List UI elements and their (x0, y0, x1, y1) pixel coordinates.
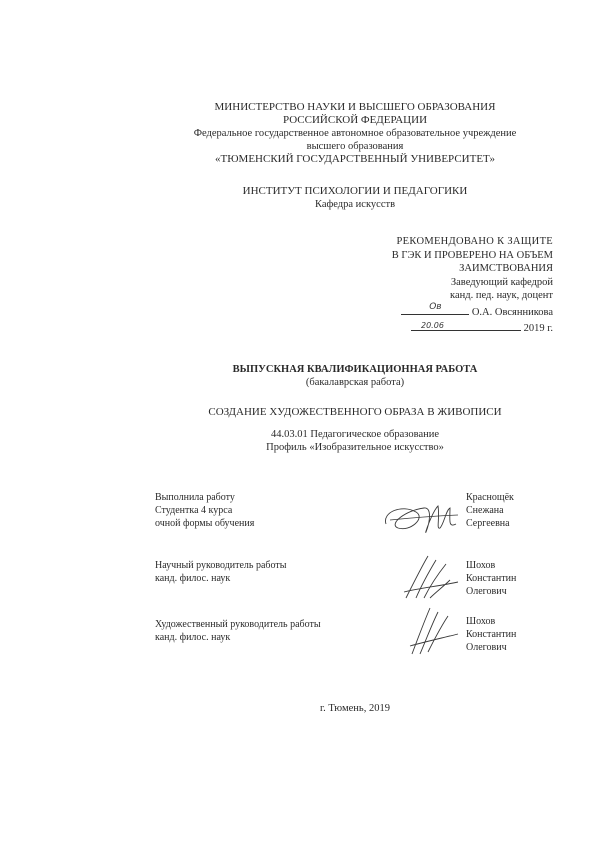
university-name: «ТЮМЕНСКИЙ ГОСУДАРСТВЕННЫЙ УНИВЕРСИТЕТ» (215, 153, 495, 165)
head-handwritten-sign: Ов (429, 301, 442, 312)
approval-date-line (360, 319, 553, 336)
handwritten-date: 20.06 (421, 321, 444, 330)
head-signature-underline (401, 303, 469, 315)
work-theme: СОЗДАНИЕ ХУДОЖЕСТВЕННОГО ОБРАЗА В ЖИВОПИСИ (208, 406, 502, 418)
ministry-line-2: РОССИЙСКОЙ ФЕДЕРАЦИИ (282, 114, 428, 126)
supervisor-name (466, 559, 516, 598)
approval-line-1: РЕКОМЕНДОВАНО К ЗАЩИТЕ (396, 236, 553, 247)
supervisor-role (155, 559, 286, 585)
supervisor-signature (400, 552, 462, 604)
approval-block (360, 235, 553, 336)
student-name (466, 491, 514, 530)
approval-line-2: В ГЭК И ПРОВЕРЕНО НА ОБЪЕМ (391, 249, 553, 261)
art-supervisor-role (155, 618, 321, 644)
art-supervisor-first-name: Константин (466, 629, 517, 640)
city-year: г. Тюмень, 2019 (320, 703, 390, 714)
supervisor-role-line-2: канд. филос. наук (155, 573, 231, 584)
institution-line-1: Федеральное государственное автономное образовательное учреждение (193, 128, 517, 139)
student-patronymic: Сергеевна (466, 518, 510, 529)
art-supervisor-name (466, 615, 516, 654)
supervisor-first-name: Константин (466, 573, 517, 584)
art-supervisor-signature (406, 604, 462, 658)
head-name: О.А. Овсянникова (471, 306, 553, 318)
institute-name: ИНСТИТУТ ПСИХОЛОГИИ И ПЕДАГОГИКИ (242, 185, 468, 197)
student-role-line-2: Студентка 4 курса (155, 505, 233, 516)
art-supervisor-role-line-2: канд. филос. наук (155, 632, 231, 643)
work-title: ВЫПУСКНАЯ КВАЛИФИКАЦИОННАЯ РАБОТА (232, 364, 478, 375)
student-role-line-1: Выполнила работу (155, 492, 235, 503)
institution-line-2: высшего образования (306, 141, 404, 152)
program-code: 44.03.01 Педагогическое образование (270, 429, 439, 440)
approval-degree: канд. пед. наук, доцент (450, 290, 553, 301)
supervisor-surname: Шохов (466, 560, 496, 571)
art-supervisor-surname: Шохов (466, 616, 496, 627)
work-block (90, 363, 595, 419)
approval-position: Заведующий кафедрой (450, 276, 553, 288)
program-profile: Профиль «Изобразительное искусство» (266, 442, 444, 453)
date-underline (411, 319, 521, 331)
art-supervisor-role-line-1: Художественный руководитель работы (155, 619, 321, 630)
work-type: (бакалаврская работа) (305, 377, 405, 388)
ministry-block (90, 101, 595, 166)
ministry-line-1: МИНИСТЕРСТВО НАУКИ И ВЫСШЕГО ОБРАЗОВАНИЯ (214, 101, 496, 113)
department-name: Кафедра искусств (314, 199, 396, 210)
student-surname: Краснощёк (466, 492, 514, 503)
supervisor-role-line-1: Научный руководитель работы (155, 560, 287, 571)
approval-year: 2019 г. (523, 323, 553, 334)
art-supervisor-patronymic: Олегович (466, 642, 507, 653)
student-role (155, 491, 254, 530)
approval-line-3: ЗАИМСТВОВАНИЯ (459, 263, 553, 274)
supervisor-patronymic: Олегович (466, 586, 507, 597)
approval-head-signature-line (360, 303, 553, 320)
student-signature (380, 498, 462, 540)
program-block (90, 428, 595, 454)
student-first-name: Снежана (466, 505, 504, 516)
student-role-line-3: очной формы обучения (155, 518, 255, 529)
institute-block (90, 184, 595, 211)
